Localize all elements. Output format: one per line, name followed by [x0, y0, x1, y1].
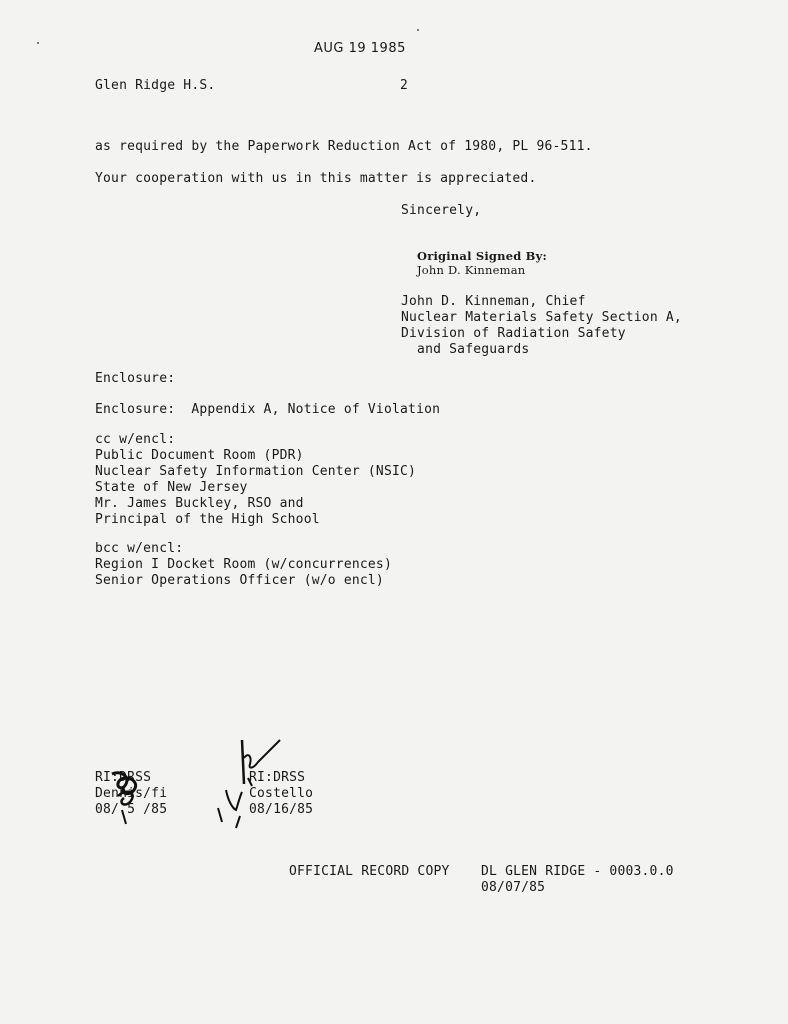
cc-item: Principal of the High School — [95, 512, 320, 527]
concurrence-date: 08/ 5 /85 — [95, 802, 168, 817]
page-number: 2 — [400, 78, 409, 93]
bcc-block — [95, 541, 392, 589]
concurrence-date: 08/16/85 — [249, 802, 314, 817]
document-id: DL GLEN RIDGE - 0003.0.0 — [481, 864, 674, 879]
bcc-item: Region I Docket Room (w/concurrences) — [95, 557, 392, 572]
original-signed-label: Original Signed By: — [417, 249, 547, 263]
enclosure-label: Enclosure: — [95, 371, 176, 386]
header-recipient: Glen Ridge H.S. — [95, 78, 216, 93]
concurrence-name: Costello — [249, 786, 314, 801]
original-signed-name: John D. Kinneman — [417, 263, 526, 277]
body-paragraph-2: Your cooperation with us in this matter is appreciated. — [95, 171, 537, 186]
cc-item: Nuclear Safety Information Center (NSIC) — [95, 464, 417, 479]
concurrence-office: RI:DRSS — [249, 770, 306, 785]
cc-item: State of New Jersey — [95, 480, 248, 495]
initials-left-signature — [100, 768, 170, 828]
signatory-line: John D. Kinneman, Chief — [401, 294, 586, 309]
signatory-line: and Safeguards — [401, 342, 530, 357]
initials-right-signature — [218, 738, 288, 838]
concurrence-name: Dennis/fi — [95, 786, 168, 801]
record-label: OFFICIAL RECORD COPY — [289, 864, 450, 879]
concurrence-office: RI:DRSS — [95, 770, 152, 785]
body-paragraph-1: as required by the Paperwork Reduction Act of 1980, PL 96-511. — [95, 139, 593, 154]
signatory-line: Division of Radiation Safety — [401, 326, 626, 341]
scan-speck — [37, 42, 39, 44]
scan-speck — [417, 29, 419, 31]
enclosure-line: Enclosure: Appendix A, Notice of Violation — [95, 402, 441, 417]
cc-block — [95, 432, 416, 528]
bcc-item: Senior Operations Officer (w/o encl) — [95, 573, 384, 588]
cc-item: Public Document Room (PDR) — [95, 448, 304, 463]
signatory-block — [401, 294, 682, 358]
document-date: 08/07/85 — [481, 880, 546, 895]
cc-item: Mr. James Buckley, RSO and — [95, 496, 304, 511]
date-stamp: AUG 19 1985 — [314, 41, 406, 56]
cc-label: cc w/encl: — [95, 432, 176, 447]
bcc-label: bcc w/encl: — [95, 541, 184, 556]
closing: Sincerely, — [401, 203, 482, 218]
signatory-line: Nuclear Materials Safety Section A, — [401, 310, 682, 325]
